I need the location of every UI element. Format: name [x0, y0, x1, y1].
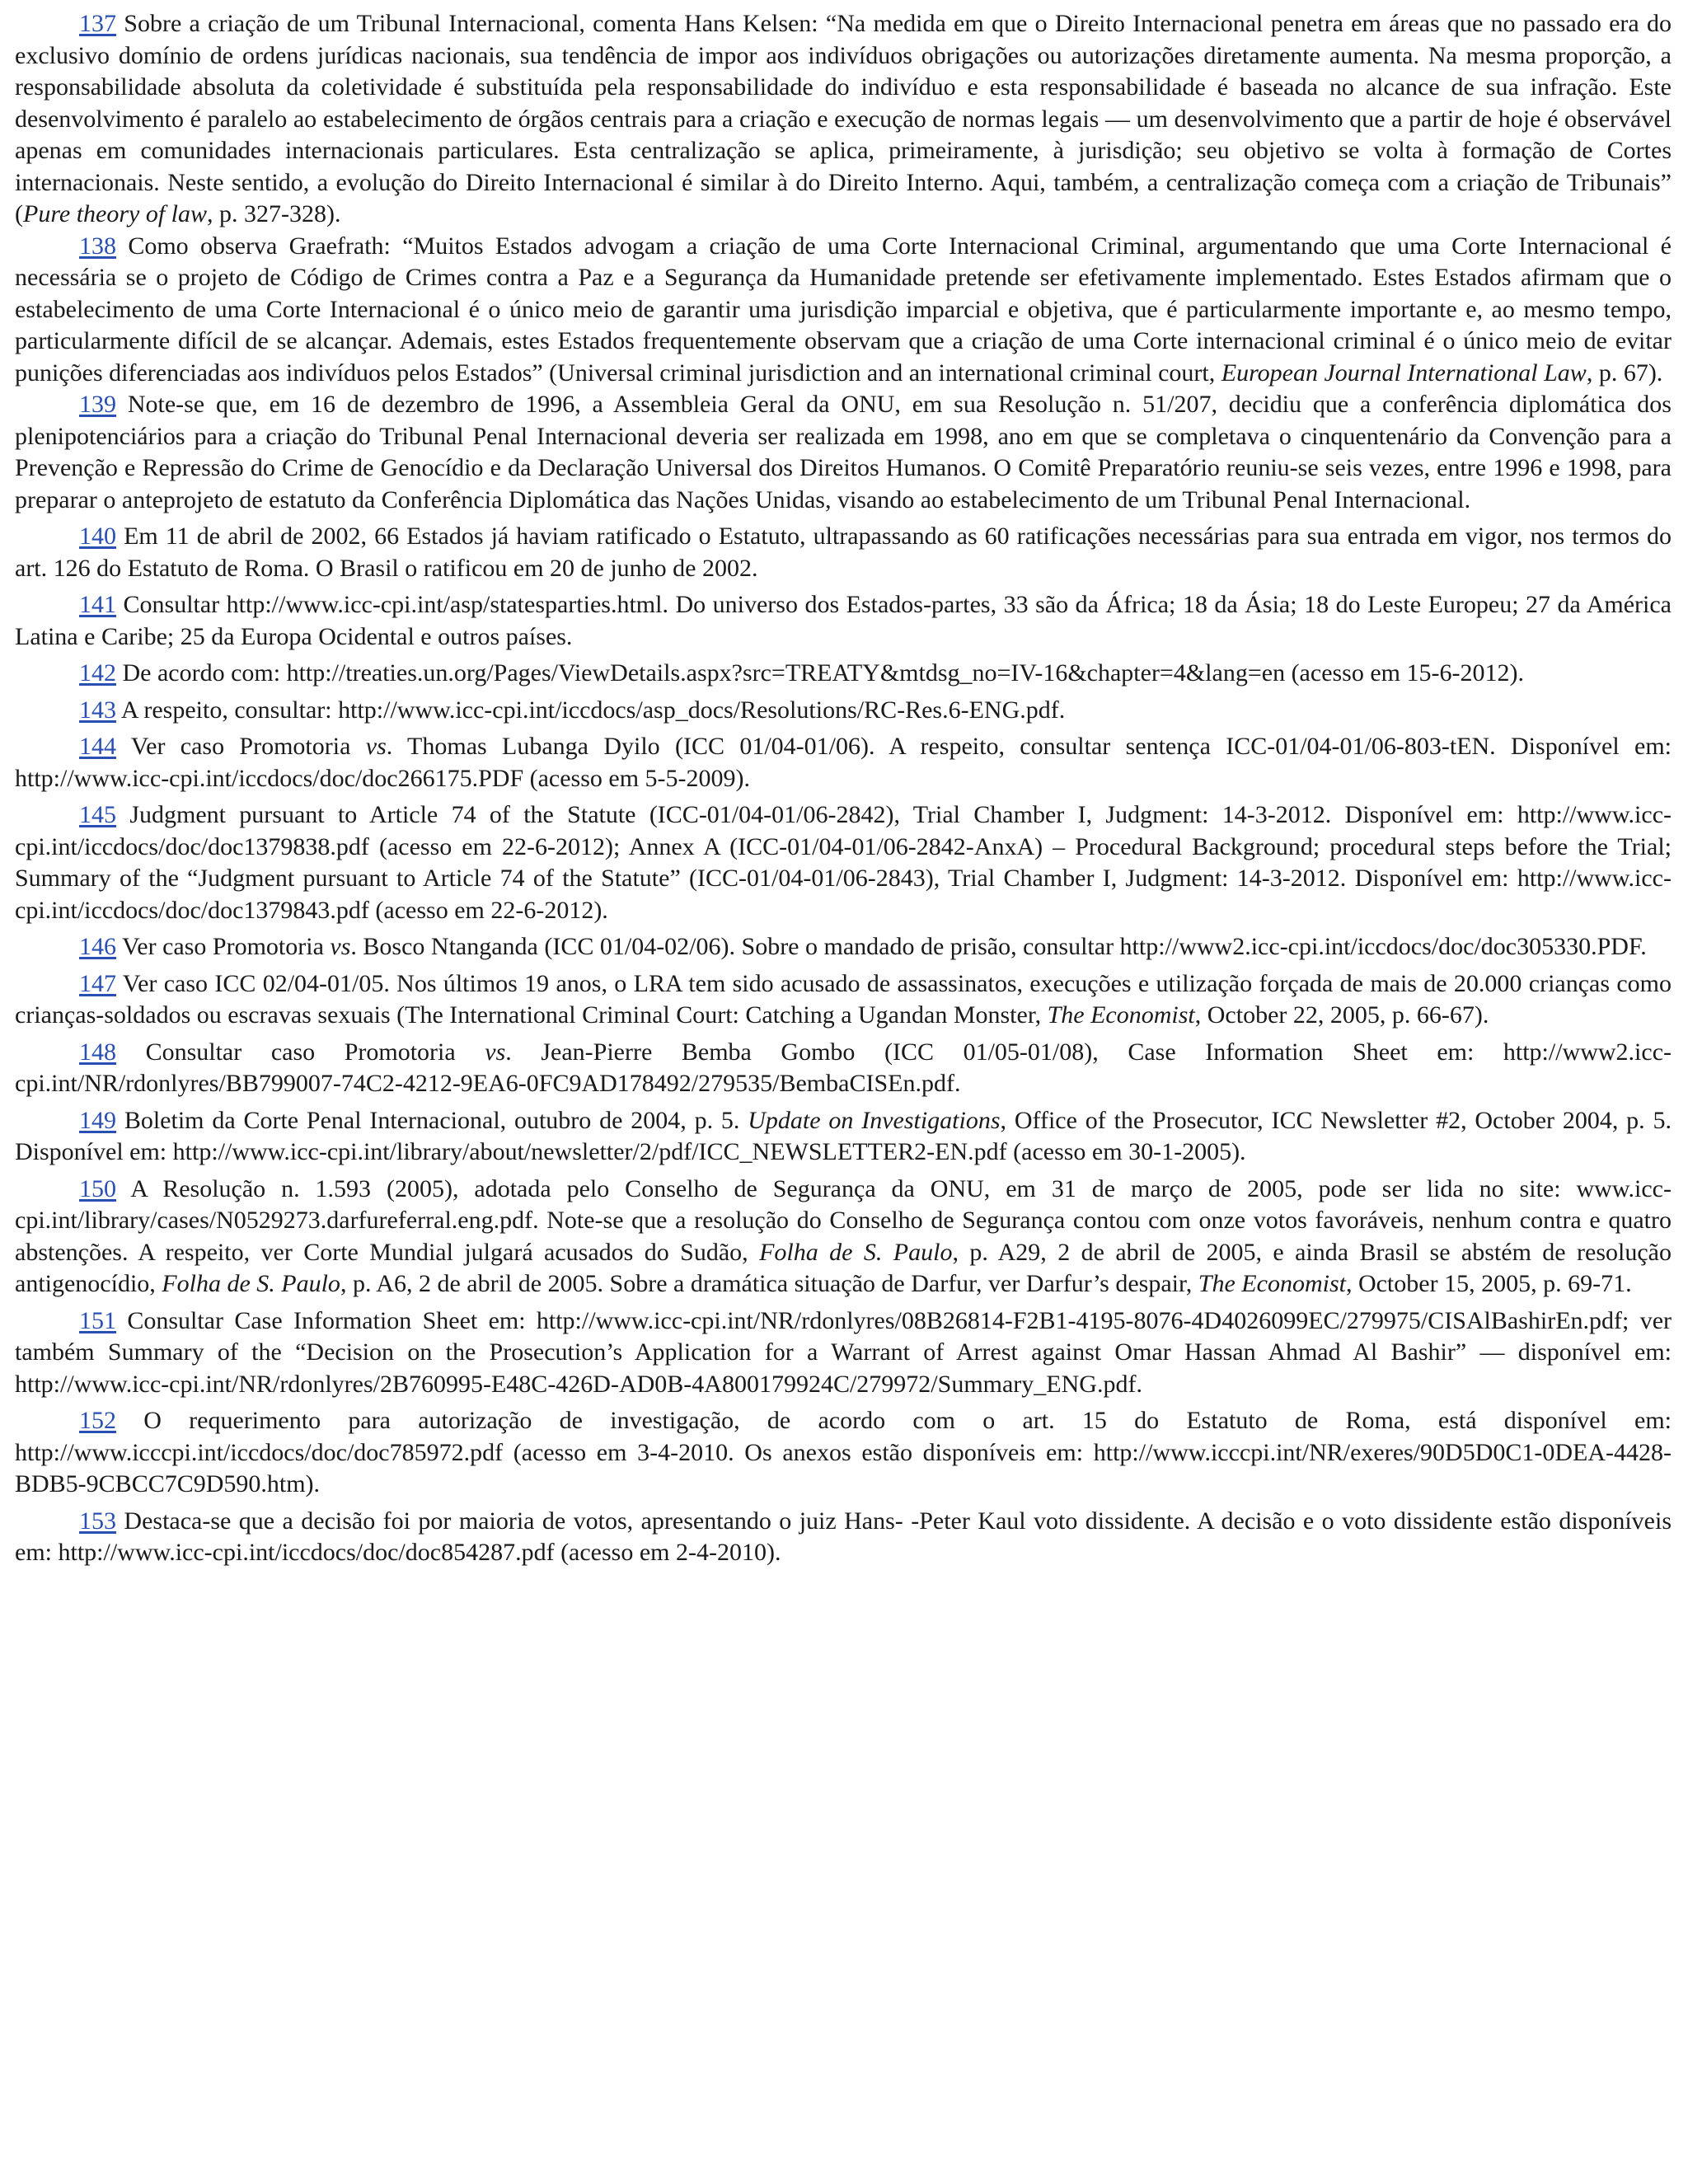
- footnote-139: [15, 389, 1672, 516]
- footnote-text: , p. A6, 2 de abril de 2005. Sobre a dramática situação de Darfur, ver Darfur’s despair,: [340, 1270, 1198, 1297]
- footnote-link-147[interactable]: 147: [79, 969, 116, 997]
- footnote-link-148[interactable]: 148: [79, 1038, 116, 1066]
- footnote-text: Consultar caso Promotoria: [116, 1038, 485, 1066]
- footnote-text: , p. 327-328).: [207, 200, 341, 227]
- footnote-148: [15, 1037, 1672, 1100]
- footnote-151: [15, 1305, 1672, 1401]
- footnote-link-149[interactable]: 149: [79, 1106, 116, 1134]
- footnote-153: [15, 1506, 1672, 1569]
- footnote-text: Destaca-se que a decisão foi por maioria de votos, apresentando o juiz Hans- -Peter Kaul voto dissidente. A decisão e o voto dissidente estão disponíveis em: http://www.icc-cpi.int/iccdocs/doc/doc854287.pdf (acesso em 2-4-2010).: [15, 1507, 1672, 1566]
- footnote-150: [15, 1174, 1672, 1301]
- footnote-140: [15, 521, 1672, 584]
- footnote-144: [15, 731, 1672, 794]
- footnote-link-150[interactable]: 150: [79, 1174, 116, 1202]
- footnote-142: [15, 658, 1672, 690]
- footnote-link-139[interactable]: 139: [79, 391, 116, 418]
- footnote-text: Sobre a criação de um Tribunal Internacional, comenta Hans Kelsen: “Na medida em que o Direito Internacional penetra em áreas que no passado era do exclusivo domínio de ordens jurídicas nacionais, sua tendência de impor aos indivíduos obrigações ou autorizações diretamente aumenta. Na mesma proporção, a responsabilidade absoluta da coletividade é substituída pela responsabilidade do indivíduo e esta responsabilidade é baseada no alcance de sua infração. Este desenvolvimento é paralelo ao estabelecimento de órgãos centrais para a criação e execução de normas legais — um desenvolvimento que a partir de hoje é observável apenas em comunidades internacionais particulares. Esta centralização se aplica, primeiramente, à jurisdição; seu objetivo se volta à formação de Cortes internacionais. Neste sentido, a evolução do Direito Internacional é similar à do Direito Interno. Aqui, também, a centralização começa com a criação de Tribunais” (: [15, 10, 1672, 227]
- footnote-138: [15, 231, 1672, 390]
- footnote-italic-text: The Economist: [1047, 1001, 1195, 1029]
- footnote-link-151[interactable]: 151: [79, 1306, 116, 1334]
- footnote-link-143[interactable]: 143: [79, 696, 116, 724]
- footnote-italic-text: European Journal International Law: [1221, 359, 1587, 387]
- footnote-text: . Bosco Ntanganda (ICC 01/04-02/06). Sobre o mandado de prisão, consultar http://www2.icc-cpi.int/iccdocs/doc/doc305330.PDF.: [350, 933, 1647, 960]
- footnote-italic-text: vs: [365, 733, 387, 760]
- footnote-text: Ver caso ICC 02/04-01/05. Nos últimos 19 anos, o LRA tem sido acusado de assassinatos, execuções e utilização forçada de mais de 20.000 crianças como crianças-soldados ou escravas sexuais (The International Criminal Court: Catching a Ugandan Monster,: [15, 969, 1672, 1029]
- footnote-text: Em 11 de abril de 2002, 66 Estados já haviam ratificado o Estatuto, ultrapassando as 60 ratificações necessárias para sua entrada em vigor, nos termos do art. 126 do Estatuto de Roma. O Brasil o ratificou em 20 de junho de 2002.: [15, 523, 1672, 582]
- footnote-italic-text: Folha de S. Paulo: [759, 1238, 953, 1266]
- footnote-text: O requerimento para autorização de investigação, de acordo com o art. 15 do Estatuto de Roma, está disponível em: http://www.icccpi.int/iccdocs/doc/doc785972.pdf (acesso em 3-4-2010. Os anexos estão disponíveis em: http://www.icccpi.int/NR/exeres/90D5D0C1-0DEA-4428-BDB5-9CBCC7C9D590.htm).: [15, 1407, 1672, 1497]
- footnote-143: [15, 695, 1672, 727]
- footnote-italic-text: Pure theory of law: [23, 200, 208, 227]
- footnote-text: , p. A29, 2 de abril de 2005, e ainda Brasil se abstém de resolução antigenocídio,: [15, 1238, 1672, 1297]
- footnote-link-140[interactable]: 140: [79, 523, 116, 550]
- footnote-list: [15, 8, 1672, 1569]
- footnote-text: Boletim da Corte Penal Internacional, outubro de 2004, p. 5.: [116, 1106, 748, 1134]
- footnote-text: Judgment pursuant to Article 74 of the Statute (ICC-01/04-01/06-2842), Trial Chamber I, Judgment: 14-3-2012. Disponível em: http://www.icc-cpi.int/iccdocs/doc/doc1379838.pdf (acesso em 22-6-2012); Annex A (ICC-01/04-01/06-2842-AnxA) – Procedural Background; procedural steps before the Trial; Summary of the “Judgment pursuant to Article 74 of the Statute” (ICC-01/04-01/06-2843), Trial Chamber I, Judgment: 14-3-2012. Disponível em: http://www.icc-cpi.int/iccdocs/doc/doc1379843.pdf (acesso em 22-6-2012).: [15, 801, 1672, 924]
- footnote-link-141[interactable]: 141: [79, 591, 116, 618]
- footnote-link-145[interactable]: 145: [79, 801, 116, 828]
- footnote-text: A respeito, consultar: http://www.icc-cpi.int/iccdocs/asp_docs/Resolutions/RC-Res.6-ENG.pdf.: [116, 696, 1066, 724]
- footnote-text: , Office of the Prosecutor, ICC Newsletter #2, October 2004, p. 5. Disponível em: http://www.icc-cpi.int/library/about/newsletter/2/pdf/ICC_NEWSLETTER2-EN.pdf (acesso em 30-1-2005).: [15, 1106, 1672, 1165]
- footnote-link-137[interactable]: 137: [79, 10, 116, 37]
- footnote-152: [15, 1405, 1672, 1501]
- footnote-text: , October 15, 2005, p. 69-71.: [1345, 1270, 1632, 1297]
- footnote-link-153[interactable]: 153: [79, 1507, 116, 1535]
- footnote-text: Como observa Graefrath: “Muitos Estados advogam a criação de uma Corte Internacional Criminal, argumentando que uma Corte Internacional é necessária se o projeto de Código de Crimes contra a Paz e a Segurança da Humanidade pretende ser efetivamente implementado. Estes Estados afirmam que o estabelecimento de uma Corte Internacional é o único meio de garantir uma jurisdição imparcial e objetiva, que é particularmente importante e, ao mesmo tempo, particularmente difícil de se alcançar. Ademais, estes Estados frequentemente observam que a criação de uma Corte internacional criminal é o único meio de evitar punições diferenciadas aos indivíduos pelos Estados” (Universal criminal jurisdiction and an international criminal court,: [15, 232, 1672, 387]
- footnote-italic-text: The Economist: [1198, 1270, 1346, 1297]
- footnote-147: [15, 968, 1672, 1032]
- footnote-link-152[interactable]: 152: [79, 1407, 116, 1434]
- footnote-italic-text: Update on Investigations: [748, 1106, 1001, 1134]
- footnote-text: . Thomas Lubanga Dyilo (ICC 01/04-01/06). A respeito, consultar sentença ICC-01/04-01/06-803-tEN. Disponível em: http://www.icc-cpi.int/iccdocs/doc/doc266175.PDF (acesso em 5-5-2009).: [15, 733, 1672, 792]
- footnote-146: [15, 931, 1672, 963]
- footnote-italic-text: Folha de S. Paulo: [162, 1270, 340, 1297]
- footnote-text: Consultar Case Information Sheet em: http://www.icc-cpi.int/NR/rdonlyres/08B26814-F2B1-4195-8076-4D4026099EC/279975/CISAlBashirEn.pdf; ver também Summary of the “Decision on the Prosecution’s Application for a Warrant of Arrest against Omar Hassan Ahmad Al Bashir” — disponível em: http://www.icc-cpi.int/NR/rdonlyres/2B760995-E48C-426D-AD0B-4A800179924C/279972/Summary_ENG.pdf.: [15, 1306, 1672, 1398]
- footnote-text: . Jean-Pierre Bemba Gombo (ICC 01/05-01/08), Case Information Sheet em: http://www2.icc-cpi.int/NR/rdonlyres/BB799007-74C2-4212-9EA6-0FC9AD178492/279535/BembaCISEn.pdf.: [15, 1038, 1672, 1097]
- footnote-italic-text: vs: [330, 933, 351, 960]
- footnote-link-142[interactable]: 142: [79, 659, 116, 687]
- footnote-italic-text: vs: [485, 1038, 506, 1066]
- footnote-149: [15, 1105, 1672, 1169]
- footnote-text: Note-se que, em 16 de dezembro de 1996, a Assembleia Geral da ONU, em sua Resolução n. 51/207, decidiu que a conferência diplomática dos plenipotenciários para a criação do Tribunal Penal Internacional deveria ser realizada em 1998, ano em que se completava o cinquentenário da Convenção para a Prevenção e Repressão do Crime de Genocídio e da Declaração Universal dos Direitos Humanos. O Comitê Preparatório reuniu-se seis vezes, entre 1996 e 1998, para preparar o anteprojeto de estatuto da Conferência Diplomática das Nações Unidas, visando ao estabelecimento de um Tribunal Penal Internacional.: [15, 391, 1672, 513]
- footnote-145: [15, 799, 1672, 926]
- footnote-141: [15, 589, 1672, 653]
- footnote-text: Ver caso Promotoria: [116, 933, 331, 960]
- footnote-text: , October 22, 2005, p. 66-67).: [1194, 1001, 1489, 1029]
- footnote-text: A Resolução n. 1.593 (2005), adotada pelo Conselho de Segurança da ONU, em 31 de março de 2005, pode ser lida no site: www.icc-cpi.int/library/cases/N0529273.darfureferral.eng.pdf. Note-se que a resolução do Conselho de Segurança contou com onze votos favoráveis, nenhum contra e quatro abstenções. A respeito, ver Corte Mundial julgará acusados do Sudão,: [15, 1174, 1672, 1266]
- footnote-text: Consultar http://www.icc-cpi.int/asp/statesparties.html. Do universo dos Estados-partes, 33 são da África; 18 da Ásia; 18 do Leste Europeu; 27 da América Latina e Caribe; 25 da Europa Ocidental e outros países.: [15, 591, 1672, 650]
- footnote-text: , p. 67).: [1586, 359, 1663, 387]
- footnote-text: Ver caso Promotoria: [116, 733, 366, 760]
- footnote-text: De acordo com: http://treaties.un.org/Pages/ViewDetails.aspx?src=TREATY&mtdsg_no=IV-16&chapter=4&lang=en (acesso em 15-6-2012).: [116, 659, 1524, 687]
- footnote-link-146[interactable]: 146: [79, 933, 116, 960]
- footnote-link-144[interactable]: 144: [79, 733, 116, 760]
- footnote-link-138[interactable]: 138: [79, 232, 116, 260]
- footnote-137: [15, 8, 1672, 231]
